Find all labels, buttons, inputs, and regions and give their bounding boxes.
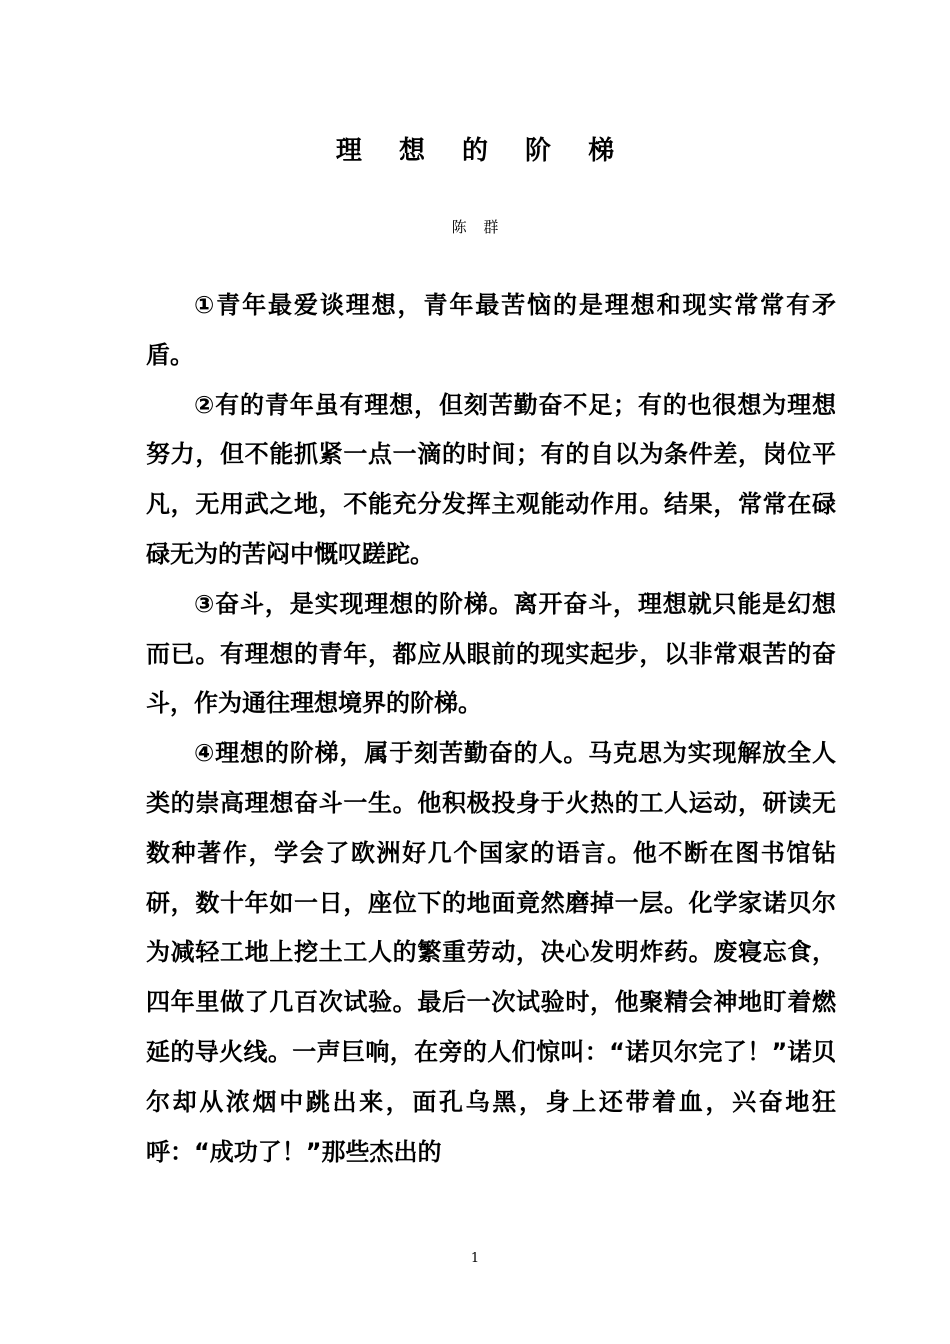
paragraph-3: ③奋斗，是实现理想的阶梯。离开奋斗，理想就只能是幻想而已。有理想的青年，都应从眼前的现实起步，以非常艰苦的奋斗，作为通往理想境界的阶梯。 [146, 589, 836, 718]
document-title: 理 想 的 阶 梯 [335, 136, 629, 166]
document-author: 陈 群 [451, 218, 505, 236]
paragraph-2: ②有的青年虽有理想，但刻苦勤奋不足；有的也很想为理想努力，但不能抓紧一点一滴的时间；有的自以为条件差，岗位平凡，无用武之地，不能充分发挥主观能动作用。结果，常常在碌碌无为的苦闷中慨叹蹉跎。 [146, 390, 836, 568]
paragraph-4: ④理想的阶梯，属于刻苦勤奋的人。马克思为实现解放全人类的崇高理想奋斗一生。他积极投身于火热的工人运动，研读无数种著作，学会了欧洲好几个国家的语言。他不断在图书馆钻研，数十年如一日，座位下的地面竟然磨掉一层。化学家诺贝尔为减轻工地上挖土工人的繁重劳动，决心发明炸药。废寝忘食，四年里做了几百次试验。最后一次试验时，他聚精会神地盯着燃延的导火线。一声巨响，在旁的人们惊叫：“诺贝尔完了！”诺贝尔却从浓烟中跳出来，面孔乌黑，身上还带着血，兴奋地狂呼：“成功了！”那些杰出的 [146, 739, 836, 1166]
page-number: 1 [470, 1251, 480, 1266]
document-body [146, 281, 836, 1177]
paragraph-1: ①青年最爱谈理想，青年最苦恼的是理想和现实常常有矛盾。 [146, 291, 836, 369]
